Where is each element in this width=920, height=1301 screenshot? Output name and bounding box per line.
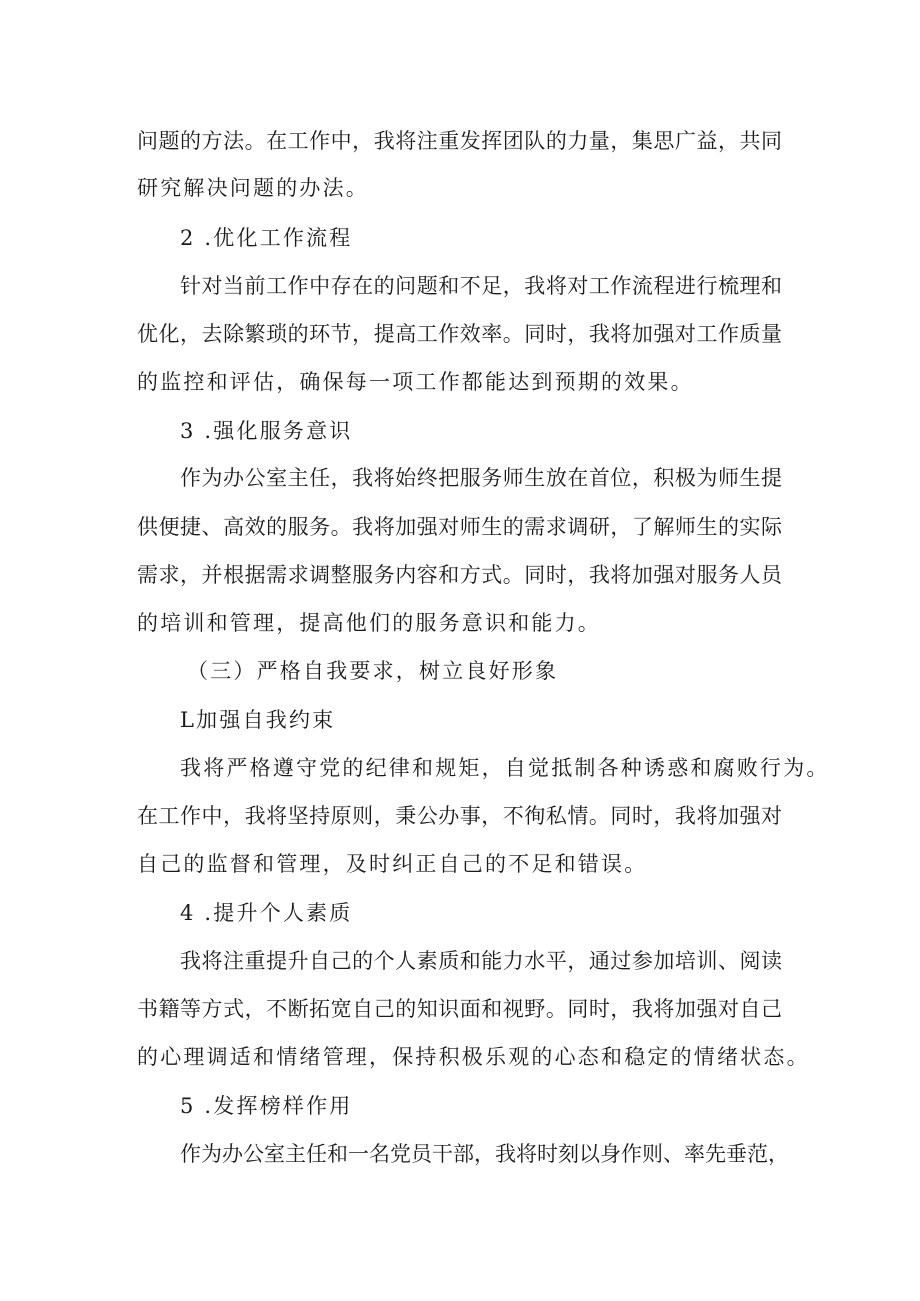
paragraph-line: 研究解决问题的办法。	[137, 176, 369, 200]
paragraph-line: 的心理调适和情绪管理，保持积极乐观的心态和稳定的情绪状态。	[137, 1045, 810, 1069]
subheading-optimize-workflow: 2 .优化工作流程	[180, 226, 353, 250]
paragraph-line: 作为办公室主任和一名党员干部，我将时刻以身作则、率先垂范，	[180, 1142, 789, 1166]
paragraph-line: 的培训和管理，提高他们的服务意识和能力。	[137, 611, 601, 635]
paragraph-line: 问题的方法。在工作中，我将注重发挥团队的力量，集思广益，共同	[137, 129, 782, 153]
paragraph-line: 我将严格遵守党的纪律和规矩，自觉抵制各种诱惑和腐败行为。	[180, 756, 830, 780]
subheading-self-discipline: L加强自我约束	[180, 708, 336, 732]
paragraph-line: 的监控和评估，确保每一项工作都能达到预期的效果。	[137, 370, 694, 394]
paragraph-line: 在工作中，我将坚持原则，秉公办事，不徇私情。同时，我将加强对	[137, 804, 782, 828]
paragraph-line: 我将注重提升自己的个人素质和能力水平，通过参加培训、阅读	[180, 949, 782, 973]
subheading-service-awareness: 3 .强化服务意识	[180, 419, 353, 443]
paragraph-line: 需求，并根据需求调整服务内容和方式。同时，我将加强对服务人员	[137, 563, 782, 587]
paragraph-line: 作为办公室主任，我将始终把服务师生放在首位，积极为师生提	[180, 466, 782, 490]
paragraph-line: 优化，去除繁琐的环节，提高工作效率。同时，我将加强对工作质量	[137, 322, 782, 346]
paragraph-line: 书籍等方式，不断拓宽自己的知识面和视野。同时，我将加强对自己	[137, 997, 782, 1021]
paragraph-line: 针对当前工作中存在的问题和不足，我将对工作流程进行梳理和	[180, 274, 782, 298]
paragraph-line: 自己的监督和管理，及时纠正自己的不足和错误。	[137, 852, 648, 876]
subheading-role-model: 5 .发挥榜样作用	[180, 1094, 353, 1118]
section-heading-three: （三）严格自我要求，树立良好形象	[187, 659, 559, 683]
subheading-personal-quality: 4 .提升个人素质	[180, 901, 353, 925]
paragraph-line: 供便捷、高效的服务。我将加强对师生的需求调研，了解师生的实际	[137, 515, 782, 539]
